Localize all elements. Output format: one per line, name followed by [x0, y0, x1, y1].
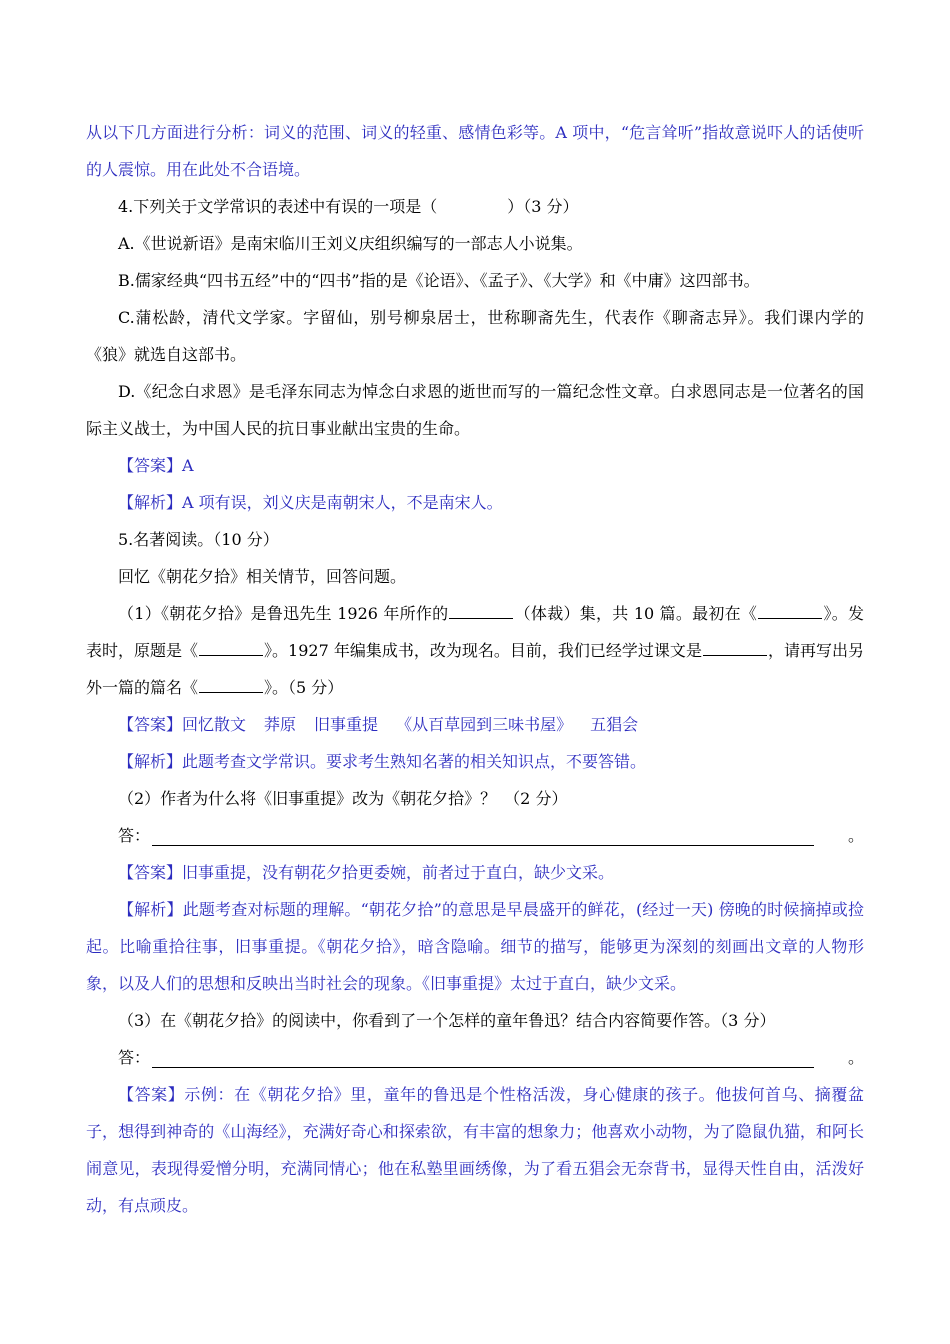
q4-stem	[86, 188, 864, 225]
q5-sub1-answer-3: 旧事重提	[314, 715, 379, 734]
q5-sub2-analysis-text: 此题考查对标题的理解。“朝花夕拾”的意思是早晨盛开的鲜花，(经过一天) 傍晚的时候摘掉或捡起。比喻重拾往事，旧事重提。《朝花夕拾》，暗含隐喻。细节的描写，能够更为深刻的刻画出文章的人物形象，以及人们的思想和反映出当时社会的现象。《旧事重提》太过于直白，缺少文采。	[86, 900, 864, 993]
q5-sub1-answer-label: 【答案】	[118, 715, 183, 734]
q5-sub1-part5: ，请再写出另外一篇的篇名《	[86, 641, 864, 697]
q4-analysis	[86, 484, 864, 521]
q5-sub3-answer-blank[interactable]	[152, 1045, 814, 1068]
fill-blank-3[interactable]	[199, 637, 263, 656]
q5-sub2-answer-blank[interactable]	[152, 823, 814, 846]
q4-option-a: A.《世说新语》是南宋临川王刘义庆组织编写的一部志人小说集。	[118, 234, 583, 253]
intro-analysis: 从以下几方面进行分析：词义的范围、词义的轻重、感情色彩等。A 项中，“危言耸听”指故意说吓人的话使听的人震惊。用在此处不合语境。	[86, 123, 864, 179]
q5-sub1-analysis-label: 【解析】	[118, 752, 183, 771]
q5-sub1-answer-5: 五猖会	[590, 715, 639, 734]
q5-sub1-part6: 》。（5 分）	[264, 678, 344, 697]
fill-blank-5[interactable]	[199, 674, 263, 693]
q4-option-b: B.儒家经典“四书五经”中的“四书”指的是《论语》、《孟子》、《大学》和《中庸》这四部书。	[118, 271, 760, 290]
q4-answer-label: 【答案】	[118, 456, 183, 475]
q5-sub3-question: （3）在《朝花夕拾》的阅读中，你看到了一个怎样的童年鲁迅？结合内容简要作答。（3 分）	[118, 1011, 776, 1030]
q5-sub2-answer-label: 【答案】	[118, 863, 183, 882]
q5-sub1-part3: 》。发表时，原题是《	[86, 604, 864, 660]
q5-sub3-answer-line	[86, 1039, 864, 1076]
q4-stem-before: 4.下列关于文学常识的表述中有误的一项是（	[118, 197, 438, 216]
q5-sub1-part1: （1）《朝花夕拾》是鲁迅先生 1926 年所作的	[118, 604, 449, 623]
q4-stem-after: ）（3 分）	[507, 197, 579, 216]
q5-sub2-answer-text: 旧事重提，没有朝花夕拾更委婉，前者过于直白，缺少文采。	[182, 863, 615, 882]
q4-analysis-text: A 项有误，刘义庆是南朝宋人，不是南宋人。	[182, 493, 503, 512]
q4-analysis-label: 【解析】	[118, 493, 183, 512]
q4-answer-value: A	[182, 456, 194, 475]
q5-sub2-question: （2）作者为什么将《旧事重提》改为《朝花夕拾》？ （2 分）	[118, 789, 568, 808]
q5-sub2-answer	[86, 854, 864, 891]
q5-sub3-answer-label: 【答案】	[118, 1085, 185, 1104]
q5-sub3-answer-end: 。	[847, 1048, 864, 1067]
q5-sub1-part2: （体裁）集，共 10 篇。最初在《	[514, 604, 758, 623]
fill-blank-1[interactable]	[449, 600, 513, 619]
q5-sub1-answer	[86, 706, 864, 743]
q5-intro: 回忆《朝花夕拾》相关情节，回答问题。	[118, 567, 407, 586]
q5-sub2-answer-prefix: 答：	[118, 826, 151, 845]
q4-option-d: D.《纪念白求恩》是毛泽东同志为悼念白求恩的逝世而写的一篇纪念性文章。白求恩同志是一位著名的国际主义战士，为中国人民的抗日事业献出宝贵的生命。	[86, 382, 864, 438]
q5-sub3-answer-prefix: 答：	[118, 1048, 151, 1067]
q5-sub3-answer	[86, 1076, 864, 1224]
q5-sub1-analysis-text: 此题考查文学常识。要求考生熟知名著的相关知识点，不要答错。	[182, 752, 647, 771]
q5-sub3-answer-text: 示例：在《朝花夕拾》里，童年的鲁迅是个性格活泼，身心健康的孩子。他拔何首乌、摘覆盆子，想得到神奇的《山海经》，充满好奇心和探索欲，有丰富的想象力；他喜欢小动物，为了隐鼠仇猫，和阿长闹意见，表现得爱憎分明，充满同情心；他在私塾里画绣像，为了看五猖会无奈背书，显得天性自由，活泼好动，有点顽皮。	[86, 1085, 864, 1215]
q5-sub2-answer-line	[86, 817, 864, 854]
q5-sub1-analysis	[86, 743, 864, 780]
q4-answer	[86, 447, 864, 484]
q5-sub1-answer-4: 《从百草园到三味书屋》	[396, 715, 573, 734]
q5-sub1-answer-1: 回忆散文	[182, 715, 247, 734]
q5-sub1-question	[86, 595, 864, 706]
q5-sub2-answer-end: 。	[847, 826, 864, 845]
fill-blank-4[interactable]	[703, 637, 767, 656]
q5-title: 5.名著阅读。（10 分）	[118, 530, 279, 549]
fill-blank-2[interactable]	[758, 600, 822, 619]
q5-sub1-answer-2: 莽原	[264, 715, 297, 734]
q5-sub2-analysis-label: 【解析】	[118, 900, 183, 919]
q5-sub2-analysis	[86, 891, 864, 1002]
q4-option-c: C.蒲松龄，清代文学家。字留仙，别号柳泉居士，世称聊斋先生，代表作《聊斋志异》。我们课内学的《狼》就选自这部书。	[86, 308, 864, 364]
q5-sub1-part4: 》。1927 年编集成书，改为现名。目前，我们已经学过课文是	[264, 641, 702, 660]
